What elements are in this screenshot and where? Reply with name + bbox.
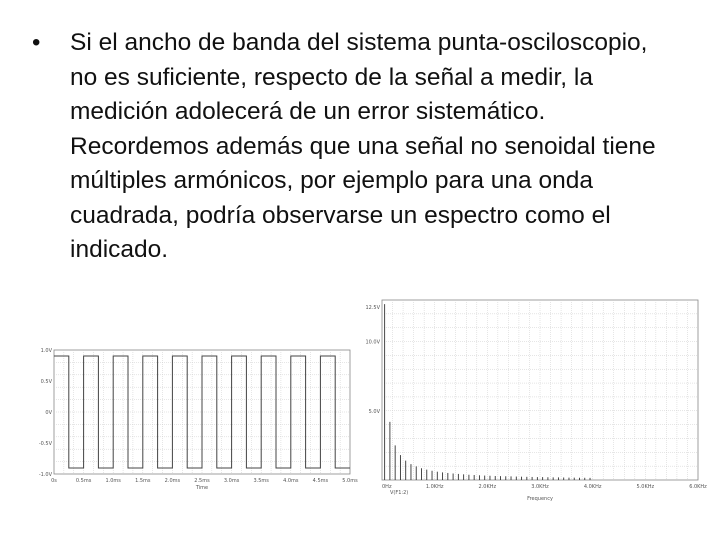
- bullet-text: Si el ancho de banda del sistema punta-osciloscopio, no es suficiente, respecto de la señal a medir, la medición adolecerá de un error sistemático. Recordemos además que una señal no senoidal tiene múltiples armónicos, por ejemplo para una onda cuadrada, podría observarse un espectro como el indicado.: [70, 29, 656, 263]
- spectrum-chart: [360, 294, 710, 504]
- x-tick-label: 0Hz: [382, 484, 392, 490]
- x-tick-label: 5.0ms: [342, 478, 358, 484]
- x-tick-label: 1.0KHz: [425, 484, 444, 490]
- x-tick-label: 0s: [51, 478, 57, 484]
- x-axis-label: Frequency: [527, 496, 553, 502]
- x-tick-label: 5.0KHz: [636, 484, 655, 490]
- y-tick-label: 1.0V: [40, 348, 52, 354]
- x-tick-label: 1.5ms: [135, 478, 151, 484]
- trace-legend: V(F1:2): [390, 490, 409, 496]
- x-tick-label: 2.0KHz: [478, 484, 497, 490]
- bullet-marker: •: [32, 29, 41, 56]
- x-tick-label: 4.0KHz: [583, 484, 602, 490]
- square-wave-chart: [32, 342, 358, 492]
- x-tick-label: 0.5ms: [75, 478, 92, 484]
- x-axis-label: Time: [195, 485, 209, 491]
- y-tick-label: -1.0V: [38, 472, 52, 478]
- y-tick-label: 10.0V: [365, 339, 380, 346]
- x-tick-label: 2.0ms: [164, 478, 181, 484]
- square-wave-trace: [54, 356, 350, 468]
- x-tick-label: 3.5ms: [253, 478, 269, 484]
- y-tick-label: 0V: [45, 410, 52, 416]
- x-tick-label: 3.0KHz: [531, 484, 549, 490]
- x-tick-label: 1.0ms: [105, 478, 121, 484]
- y-tick-label: 0.5V: [40, 379, 52, 385]
- x-tick-label: 4.5ms: [312, 478, 329, 484]
- y-tick-label: 12.5V: [365, 304, 380, 311]
- x-tick-label: 2.5ms: [194, 478, 210, 484]
- y-tick-label: -0.5V: [38, 441, 52, 447]
- x-tick-label: 3.0ms: [223, 478, 240, 484]
- x-tick-label: 4.0ms: [283, 478, 299, 484]
- y-tick-label: 5.0V: [368, 408, 380, 415]
- x-tick-label: 6.0KHz: [689, 484, 707, 490]
